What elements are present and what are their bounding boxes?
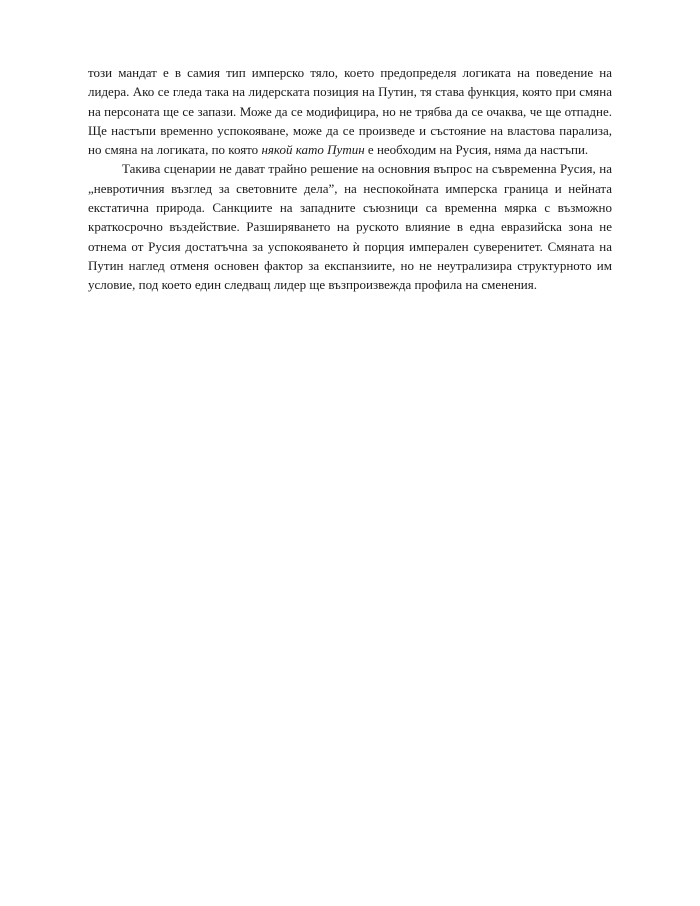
paragraph-1-text-end: е необходим на Русия, няма да настъпи. (364, 142, 589, 158)
paragraph-1-italic-phrase: някой като Путин (261, 142, 365, 158)
body-text (88, 63, 612, 295)
paragraph-continuation (88, 63, 612, 159)
paragraph-2: Такива сценарии не дават трайно решение на основния въпрос на съвременна Русия, на „невротичния възглед за световните дела”, на неспокойната имперска граница и нейната екстатична природа. Санкциите на западните съюзници са временна мярка с възможно краткосрочно въздействие. Разширяването на руското влияние в една евразийска зона не отнема от Русия достатъчна за успокояването ѝ порция имперален суверенитет. Смяната на Путин наглед отменя основен фактор за експанзиите, но не неутрализира структурното им условие, под което един следващ лидер ще възпроизвежда профила на сменения. (88, 161, 612, 293)
paragraph-1-text-start: този мандат е в самия тип имперско тяло, което предопределя логиката на поведение на лидера. Ако се гледа така на лидерската позиция на Путин, тя става функция, която при смяна на персоната ще се запази. Може да се модифицира, но не трябва да се очаква, че ще отпадне. Ще настъпи временно успокояване, може да се произведе и състояние на властова парализа, но смяна на логиката, по която (88, 65, 612, 158)
